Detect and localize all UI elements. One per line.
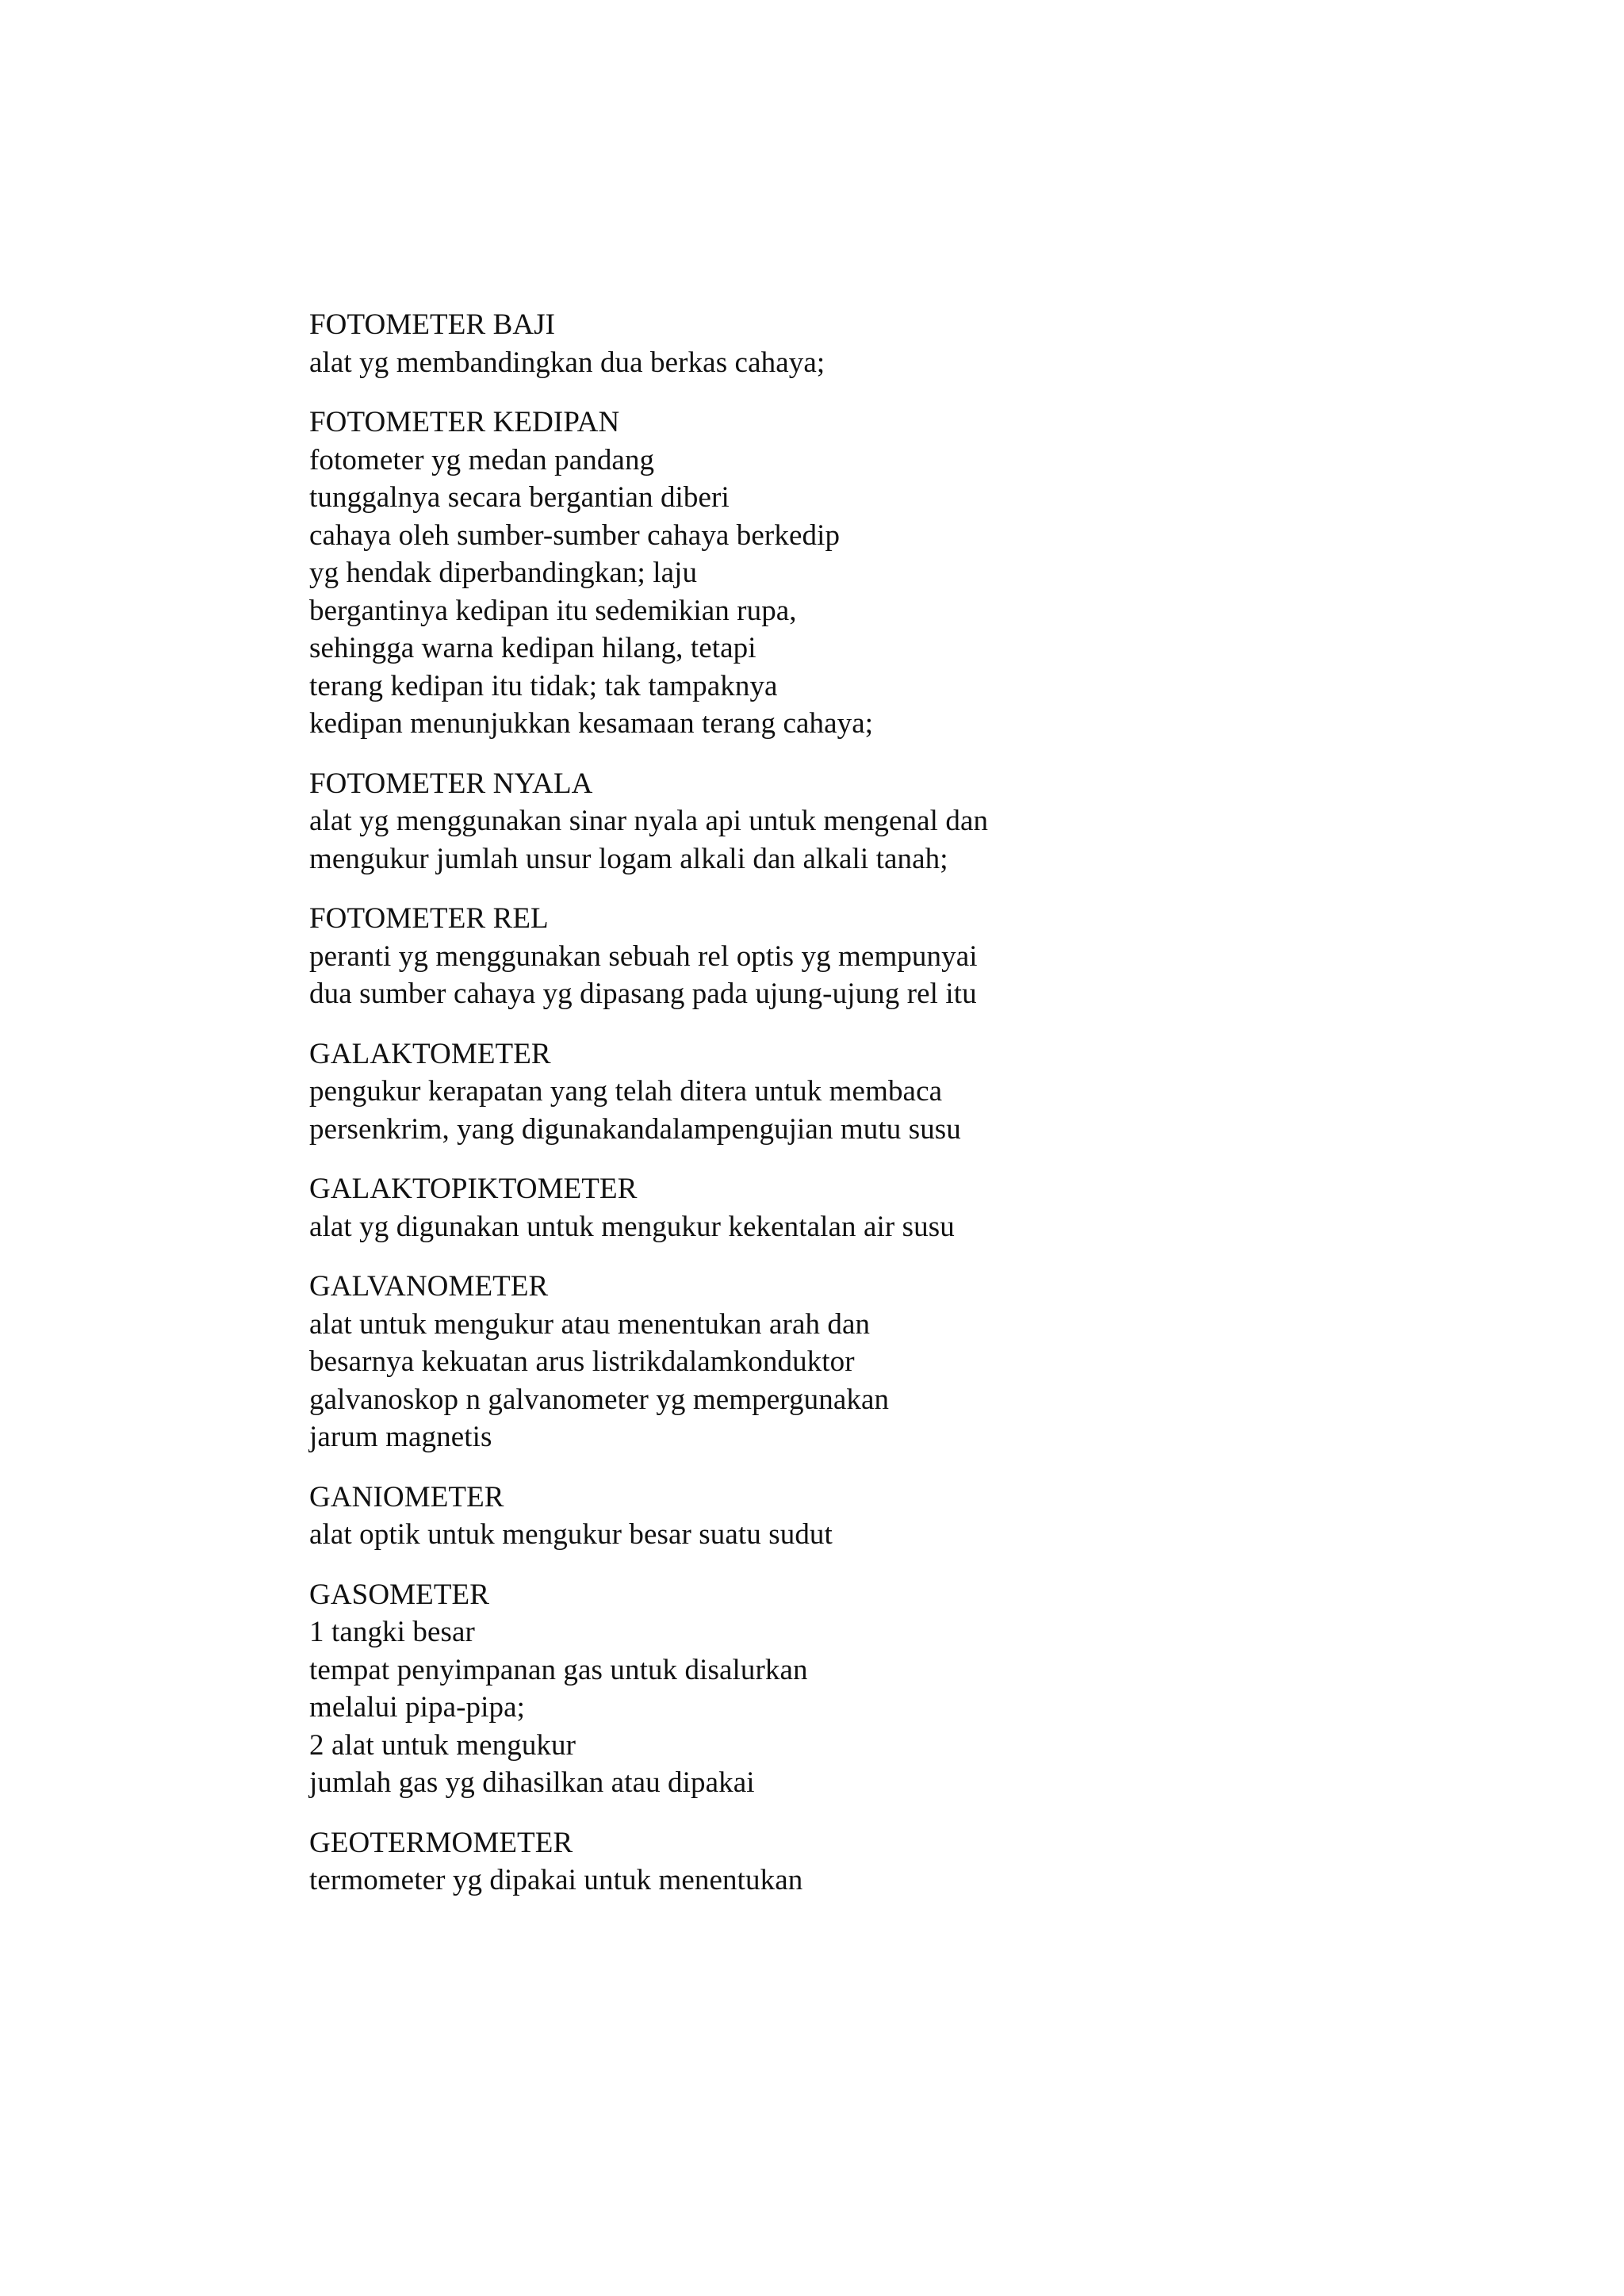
entry-definition-line: tempat penyimpanan gas untuk disalurkan [309,1653,808,1686]
entry-term: FOTOMETER BAJI [309,308,556,341]
entry-definition-line: bergantinya kedipan itu sedemikian rupa, [309,594,797,627]
entry-term: GASOMETER [309,1578,490,1611]
glossary-entry [309,1576,1499,1802]
entry-definition-line: tunggalnya secara bergantian diberi [309,481,730,514]
entry-definition-line: yg hendak diperbandingkan; laju [309,557,698,589]
glossary-entry [309,306,1499,381]
entry-definition-line: besarnya kekuatan arus listrikdalamkonduktor [309,1345,855,1378]
entry-term: GEOTERMOMETER [309,1826,573,1859]
entry-definition-line: galvanoskop n galvanometer yg mempergunakan [309,1383,890,1416]
entry-term: GALAKTOMETER [309,1037,551,1070]
entry-definition-line: alat optik untuk mengukur besar suatu sudut [309,1518,833,1551]
glossary-entry [309,1479,1499,1554]
entry-definition-line: alat yg membandingkan dua berkas cahaya; [309,346,825,379]
entry-term: GALVANOMETER [309,1270,549,1303]
entry-definition-line: persenkrim, yang digunakandalampengujian mutu susu [309,1112,961,1146]
entry-term: FOTOMETER NYALA [309,767,593,800]
entry-term: FOTOMETER KEDIPAN [309,406,620,438]
entry-definition-line: termometer yg dipakai untuk menentukan [309,1864,803,1896]
entry-definition-line: melalui pipa-pipa; [309,1691,526,1724]
entry-definition-line: jumlah gas yg dihasilkan atau dipakai [309,1766,755,1799]
glossary-entry [309,1824,1499,1900]
entry-term: FOTOMETER REL [309,902,549,935]
entry-term: GALAKTOPIKTOMETER [309,1173,638,1205]
entry-definition-line: dua sumber cahaya yg dipasang pada ujung-ujung rel itu [309,978,977,1010]
entry-term: GANIOMETER [309,1480,504,1513]
glossary-list [309,306,1499,1922]
entry-definition-line: alat yg digunakan untuk mengukur kekentalan air susu [309,1210,955,1243]
entry-definition-line: 1 tangki besar [309,1616,475,1648]
entry-definition-line: cahaya oleh sumber-sumber cahaya berkedip [309,519,841,552]
glossary-entry [309,1035,1499,1149]
glossary-entry [309,900,1499,1013]
entry-definition-line: peranti yg menggunakan sebuah rel optis yg mempunyai [309,939,978,973]
entry-definition-line: fotometer yg medan pandang [309,443,655,476]
entry-definition-line: mengukur jumlah unsur logam alkali dan alkali tanah; [309,842,948,875]
glossary-entry [309,1170,1499,1246]
entry-definition-line: sehingga warna kedipan hilang, tetapi [309,632,756,664]
glossary-entry [309,404,1499,743]
glossary-entry [309,1268,1499,1456]
entry-definition-line: kedipan menunjukkan kesamaan terang cahaya; [309,707,874,740]
glossary-entry [309,765,1499,878]
entry-definition-line: 2 alat untuk mengukur [309,1728,576,1762]
entry-definition-line: jarum magnetis [309,1421,492,1453]
entry-definition-line: terang kedipan itu tidak; tak tampaknya [309,669,778,702]
entry-definition-line: pengukur kerapatan yang telah ditera untuk membaca [309,1075,943,1108]
entry-definition-line: alat untuk mengukur atau menentukan arah dan [309,1307,871,1341]
entry-definition-line: alat yg menggunakan sinar nyala api untuk mengenal dan [309,805,989,837]
